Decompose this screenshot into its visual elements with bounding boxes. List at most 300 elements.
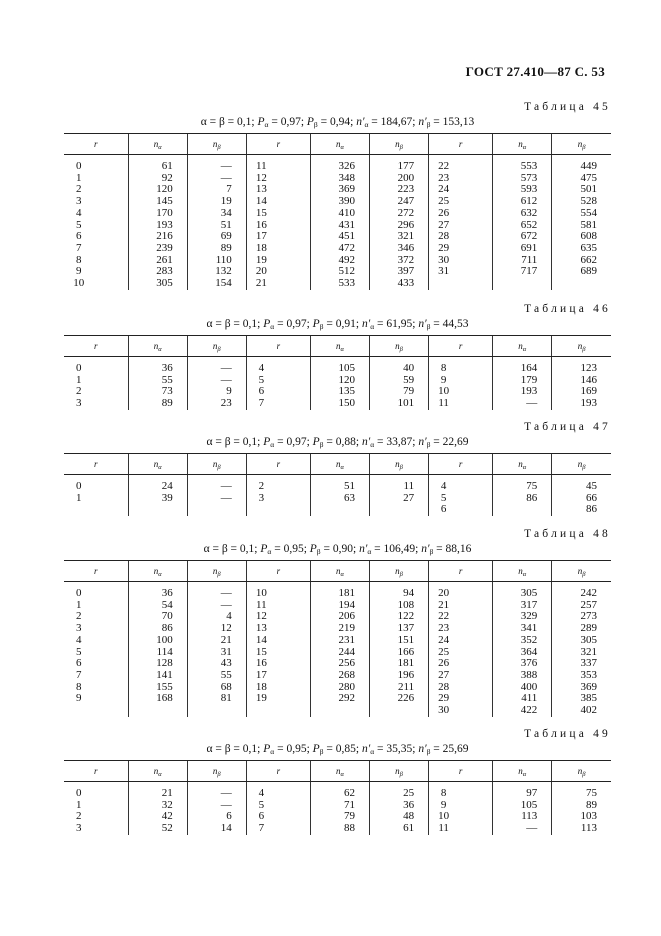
header-beta: β xyxy=(217,771,221,778)
table-46 xyxy=(64,335,611,410)
cell-r: 3 xyxy=(76,822,82,835)
condition-pa-sub: α xyxy=(270,440,275,449)
cell-n-beta: 242 xyxy=(552,582,611,600)
condition-c1: α = β = 0,1; xyxy=(206,743,264,755)
cell-r: 26 xyxy=(429,658,493,670)
cell-n-beta: 25 xyxy=(370,782,429,800)
table-row xyxy=(64,398,611,410)
cell-n-beta: 21 xyxy=(187,635,246,647)
cell-n-beta: 31 xyxy=(187,647,246,659)
cell-n-beta: 103 xyxy=(552,811,611,823)
cell-n-alpha: 73 xyxy=(128,386,187,398)
table-46-block xyxy=(64,302,611,410)
table-row xyxy=(64,582,611,600)
cell-n-alpha: 79 xyxy=(310,811,369,823)
cell-r: 7 xyxy=(246,398,310,410)
header-n: n xyxy=(153,566,159,576)
cell-r: 17 xyxy=(246,231,310,243)
condition-nb-sub: β xyxy=(426,747,431,756)
header-n-alpha xyxy=(310,761,369,782)
cell-r: 19 xyxy=(246,693,310,705)
header-n-alpha xyxy=(493,561,552,582)
cell-n-beta: 69 xyxy=(187,231,246,243)
header-r: r xyxy=(246,761,310,782)
cell-n-beta: 211 xyxy=(370,682,429,694)
cell-n-beta: 137 xyxy=(370,623,429,635)
cell-n-alpha: 100 xyxy=(128,635,187,647)
header-n-beta xyxy=(370,134,429,155)
header-r: r xyxy=(429,454,493,475)
header-r: r xyxy=(246,561,310,582)
condition-p: P xyxy=(309,543,317,555)
table-row xyxy=(64,705,611,717)
cell-n-beta: 86 xyxy=(552,504,611,516)
header-n-beta xyxy=(187,134,246,155)
header-n: n xyxy=(153,139,159,149)
condition-na-val: = 184,67; xyxy=(368,116,419,128)
cell-n-beta: 40 xyxy=(370,357,429,375)
header-alpha: α xyxy=(522,346,527,353)
cell-r: 8 xyxy=(76,680,82,693)
condition-p: P xyxy=(260,543,268,555)
cell-r: 6 xyxy=(246,811,310,823)
cell-r: 2 xyxy=(246,475,310,493)
condition-pb-sub: β xyxy=(313,120,318,129)
condition-nb-val: = 25,69 xyxy=(430,743,469,755)
cell-r: 8 xyxy=(429,782,493,800)
cell-n-beta: 12 xyxy=(187,623,246,635)
cell-n-beta: 166 xyxy=(370,647,429,659)
cell-n-alpha: 364 xyxy=(493,647,552,659)
condition-pb-sub: β xyxy=(319,322,324,331)
header-n-beta xyxy=(187,454,246,475)
cell-n-beta: 177 xyxy=(370,155,429,173)
header-n-beta xyxy=(552,454,611,475)
cell-n-alpha: 376 xyxy=(493,658,552,670)
cell-n-alpha: 164 xyxy=(493,357,552,375)
cell-n-beta: 257 xyxy=(552,600,611,612)
header-n-beta xyxy=(370,761,429,782)
header-n: n xyxy=(395,766,400,776)
condition-p: P xyxy=(312,436,320,448)
header-n: n xyxy=(518,341,523,351)
header-n-alpha xyxy=(128,336,187,357)
cell-n-alpha: 219 xyxy=(310,623,369,635)
cell-n-beta: 402 xyxy=(552,705,611,717)
condition-pb-sub: β xyxy=(319,440,324,449)
cell-n-beta: 79 xyxy=(370,386,429,398)
header-alpha: α xyxy=(522,144,527,151)
cell-n-alpha: 36 xyxy=(128,582,187,600)
cell-r: 28 xyxy=(429,682,493,694)
cell-n-alpha: 305 xyxy=(128,278,187,290)
cell-n-beta: 59 xyxy=(370,375,429,387)
header-n-beta xyxy=(552,761,611,782)
cell-n-alpha: 97 xyxy=(493,782,552,800)
condition-nb-val: = 44,53 xyxy=(430,318,469,330)
cell-n-beta: 23 xyxy=(187,398,246,410)
cell-n-alpha: 400 xyxy=(493,682,552,694)
cell-n-alpha: 88 xyxy=(310,823,369,835)
cell-n-beta: 501 xyxy=(552,184,611,196)
cell-n-alpha: 168 xyxy=(128,693,187,705)
condition-c1: α = β = 0,1; xyxy=(200,116,258,128)
header-alpha: α xyxy=(340,571,344,578)
condition-pa-val: = 0,97; xyxy=(274,436,313,448)
cell-n-alpha: 141 xyxy=(128,670,187,682)
cell-r: 20 xyxy=(429,582,493,600)
table-label: Таблица 49 xyxy=(524,728,611,740)
cell-n-beta: 196 xyxy=(370,670,429,682)
cell-n-alpha xyxy=(128,705,187,717)
cell-r: 21 xyxy=(246,278,310,290)
cell-r: 9 xyxy=(429,800,493,812)
cell-n-beta xyxy=(552,278,611,290)
cell-n-alpha: 194 xyxy=(310,600,369,612)
cell-n-alpha: 193 xyxy=(128,220,187,232)
cell-n-beta: 123 xyxy=(552,357,611,375)
cell-n-alpha: 179 xyxy=(493,375,552,387)
header-n: n xyxy=(577,566,583,576)
cell-n-beta: 4 xyxy=(187,611,246,623)
cell-n-alpha: 239 xyxy=(128,243,187,255)
header-n-alpha xyxy=(310,454,369,475)
header-n-alpha xyxy=(493,134,552,155)
header-beta: β xyxy=(399,464,403,471)
header-beta: β xyxy=(582,571,586,578)
cell-r: 31 xyxy=(429,266,493,278)
condition-p: P xyxy=(263,318,271,330)
table-47 xyxy=(64,453,611,516)
table-row xyxy=(64,475,611,493)
cell-n-alpha: 170 xyxy=(128,208,187,220)
cell-r: 30 xyxy=(429,255,493,267)
header-beta: β xyxy=(582,346,586,353)
header-n: n xyxy=(395,459,400,469)
cell-n-beta: 273 xyxy=(552,611,611,623)
cell-n-alpha: 352 xyxy=(493,635,552,647)
condition-n: n′ xyxy=(356,116,365,128)
cell-r xyxy=(246,504,310,516)
condition-pb-val: = 0,85; xyxy=(323,743,362,755)
cell-n-alpha: 231 xyxy=(310,635,369,647)
cell-n-alpha: 256 xyxy=(310,658,369,670)
condition-n: n′ xyxy=(421,543,430,555)
cell-r: 5 xyxy=(429,493,493,505)
cell-n-alpha: 492 xyxy=(310,255,369,267)
cell-r: 6 xyxy=(76,230,82,243)
table-label: Таблица 48 xyxy=(524,528,611,540)
condition-p: P xyxy=(312,318,320,330)
cell-n-beta: 305 xyxy=(552,635,611,647)
cell-r: 20 xyxy=(246,266,310,278)
condition-c1: α = β = 0,1; xyxy=(206,436,264,448)
cell-n-beta: 34 xyxy=(187,208,246,220)
condition-pb-val: = 0,90; xyxy=(320,543,360,555)
cell-n-beta: 433 xyxy=(370,278,429,290)
cell-n-alpha: 86 xyxy=(128,623,187,635)
header-n: n xyxy=(395,341,400,351)
header-beta: β xyxy=(399,571,403,578)
header-n-beta xyxy=(370,561,429,582)
cell-n-alpha: 145 xyxy=(128,196,187,208)
cell-r: 29 xyxy=(429,243,493,255)
header-alpha: α xyxy=(340,464,344,471)
condition-na-val: = 33,87; xyxy=(374,436,419,448)
cell-n-alpha: 36 xyxy=(128,357,187,375)
cell-r: 24 xyxy=(429,184,493,196)
cell-n-alpha: 280 xyxy=(310,682,369,694)
header-beta: β xyxy=(399,771,403,778)
cell-r: 5 xyxy=(76,645,82,658)
cell-n-beta: 554 xyxy=(552,208,611,220)
header-n-alpha xyxy=(310,336,369,357)
cell-n-beta: 226 xyxy=(370,693,429,705)
cell-r: 15 xyxy=(246,647,310,659)
cell-r: 3 xyxy=(76,195,82,208)
cell-n-beta: 193 xyxy=(552,398,611,410)
condition-pb-val: = 0,91; xyxy=(323,318,362,330)
cell-n-alpha: 89 xyxy=(128,398,187,410)
cell-n-beta: 113 xyxy=(552,823,611,835)
condition-c1: α = β = 0,1; xyxy=(203,543,261,555)
header-n-alpha xyxy=(493,454,552,475)
condition-c1: α = β = 0,1; xyxy=(206,318,264,330)
cell-r xyxy=(64,705,128,717)
cell-n-beta: 81 xyxy=(187,693,246,705)
header-n: n xyxy=(212,459,218,469)
cell-n-alpha: 135 xyxy=(310,386,369,398)
table-row xyxy=(64,208,611,220)
cell-r: 29 xyxy=(429,693,493,705)
cell-n-beta: 337 xyxy=(552,658,611,670)
cell-n-beta: 11 xyxy=(370,475,429,493)
cell-r: 16 xyxy=(246,220,310,232)
table-row xyxy=(64,243,611,255)
header-r: r xyxy=(246,134,310,155)
cell-r: 1 xyxy=(76,171,82,184)
cell-n-beta: 689 xyxy=(552,266,611,278)
header-n-beta xyxy=(187,561,246,582)
cell-n-alpha xyxy=(493,278,552,290)
table-label: Таблица 47 xyxy=(524,421,611,433)
cell-n-beta: — xyxy=(187,582,246,600)
cell-r: 11 xyxy=(246,155,310,173)
cell-r: 18 xyxy=(246,243,310,255)
table-label: Таблица 46 xyxy=(524,303,611,315)
cell-n-alpha: 150 xyxy=(310,398,369,410)
cell-n-alpha: 533 xyxy=(310,278,369,290)
header-n: n xyxy=(577,766,583,776)
condition-pb-sub: β xyxy=(319,747,324,756)
cell-r: 18 xyxy=(246,682,310,694)
header-n: n xyxy=(153,459,159,469)
cell-r: 2 xyxy=(76,610,82,623)
table-row xyxy=(64,493,611,505)
cell-n-beta: 662 xyxy=(552,255,611,267)
cell-r: 23 xyxy=(429,623,493,635)
cell-n-beta: — xyxy=(187,782,246,800)
cell-n-beta: — xyxy=(187,357,246,375)
cell-n-alpha: 128 xyxy=(128,658,187,670)
header-n-beta xyxy=(552,336,611,357)
cell-n-beta: 27 xyxy=(370,493,429,505)
cell-n-alpha: 369 xyxy=(310,184,369,196)
header-n: n xyxy=(518,566,523,576)
header-r: r xyxy=(429,336,493,357)
cell-n-alpha: 105 xyxy=(310,357,369,375)
condition-na-sub: α xyxy=(370,747,375,756)
cell-r: 10 xyxy=(429,811,493,823)
cell-n-alpha: 105 xyxy=(493,800,552,812)
cell-r: 11 xyxy=(246,600,310,612)
cell-n-alpha: 120 xyxy=(128,184,187,196)
condition-n: n′ xyxy=(418,116,427,128)
condition-na-sub: α xyxy=(367,547,372,556)
condition-na-val: = 106,49; xyxy=(371,543,422,555)
cell-n-alpha: 21 xyxy=(128,782,187,800)
cell-n-alpha: 52 xyxy=(128,823,187,835)
cell-n-beta: 51 xyxy=(187,220,246,232)
header-n: n xyxy=(335,566,341,576)
cell-r: 0 xyxy=(76,480,82,492)
cell-r: 1 xyxy=(76,373,82,386)
cell-n-alpha: 388 xyxy=(493,670,552,682)
header-n: n xyxy=(335,341,341,351)
table-row xyxy=(64,278,611,290)
header-r: r xyxy=(64,134,128,155)
condition-nb-sub: β xyxy=(429,547,434,556)
table-45 xyxy=(64,133,611,290)
cell-n-alpha: 390 xyxy=(310,196,369,208)
header-n: n xyxy=(335,766,341,776)
cell-n-alpha: 410 xyxy=(310,208,369,220)
header-beta: β xyxy=(217,144,221,151)
cell-n-beta: 48 xyxy=(370,811,429,823)
cell-n-beta: 581 xyxy=(552,220,611,232)
cell-n-beta: 200 xyxy=(370,173,429,185)
header-alpha: α xyxy=(522,571,527,578)
header-n-alpha xyxy=(128,561,187,582)
condition-p: P xyxy=(312,743,320,755)
cell-n-beta: 151 xyxy=(370,635,429,647)
header-n: n xyxy=(153,341,159,351)
condition-nb-val: = 88,16 xyxy=(433,543,472,555)
table-row xyxy=(64,823,611,835)
header-r: r xyxy=(429,561,493,582)
cell-n-alpha: 593 xyxy=(493,184,552,196)
cell-n-alpha: 691 xyxy=(493,243,552,255)
cell-r: 4 xyxy=(429,475,493,493)
cell-n-alpha: 206 xyxy=(310,611,369,623)
cell-n-alpha xyxy=(493,504,552,516)
cell-n-alpha: 42 xyxy=(128,811,187,823)
cell-r: 16 xyxy=(246,658,310,670)
condition-p: P xyxy=(257,116,265,128)
condition-pa-val: = 0,97; xyxy=(274,318,313,330)
header-n-alpha xyxy=(493,336,552,357)
table-label: Таблица 45 xyxy=(524,101,611,113)
cell-n-alpha xyxy=(128,504,187,516)
cell-r: 25 xyxy=(429,196,493,208)
cell-n-beta: 66 xyxy=(552,493,611,505)
cell-n-alpha: 113 xyxy=(493,811,552,823)
header-beta: β xyxy=(217,464,221,471)
header-n: n xyxy=(577,139,583,149)
cell-n-alpha: 62 xyxy=(310,782,369,800)
cell-n-alpha: 632 xyxy=(493,208,552,220)
table-47-block xyxy=(64,420,611,516)
cell-n-alpha: 652 xyxy=(493,220,552,232)
cell-n-beta: 61 xyxy=(370,823,429,835)
table-row xyxy=(64,635,611,647)
cell-n-alpha xyxy=(310,504,369,516)
cell-r: 6 xyxy=(429,504,493,516)
cell-r: 15 xyxy=(246,208,310,220)
cell-n-beta xyxy=(187,504,246,516)
condition-nb-val: = 153,13 xyxy=(430,116,475,128)
cell-r: 27 xyxy=(429,220,493,232)
cell-r: 2 xyxy=(76,385,82,398)
cell-n-alpha: 431 xyxy=(310,220,369,232)
header-n: n xyxy=(395,566,400,576)
cell-n-beta: — xyxy=(187,493,246,505)
condition-nb-sub: β xyxy=(426,120,431,129)
cell-n-alpha: 193 xyxy=(493,386,552,398)
header-n-beta xyxy=(187,336,246,357)
cell-n-beta xyxy=(370,705,429,717)
cell-n-beta: 346 xyxy=(370,243,429,255)
cell-n-alpha: 51 xyxy=(310,475,369,493)
header-r: r xyxy=(64,454,128,475)
cell-n-alpha: 329 xyxy=(493,611,552,623)
cell-n-beta: 9 xyxy=(187,386,246,398)
cell-n-alpha: 341 xyxy=(493,623,552,635)
cell-n-beta: 94 xyxy=(370,582,429,600)
cell-r: 19 xyxy=(246,255,310,267)
cell-r: 27 xyxy=(429,670,493,682)
cell-n-beta: 45 xyxy=(552,475,611,493)
cell-n-alpha: 39 xyxy=(128,493,187,505)
header-r: r xyxy=(246,336,310,357)
header-alpha: α xyxy=(340,346,344,353)
cell-n-beta: 110 xyxy=(187,255,246,267)
cell-n-beta: 101 xyxy=(370,398,429,410)
cell-n-beta: 55 xyxy=(187,670,246,682)
header-r: r xyxy=(246,454,310,475)
header-n: n xyxy=(212,566,218,576)
cell-r: 1 xyxy=(76,798,82,811)
cell-n-beta: 14 xyxy=(187,823,246,835)
cell-n-alpha: 317 xyxy=(493,600,552,612)
header-n: n xyxy=(395,139,400,149)
header-n-beta xyxy=(187,761,246,782)
cell-n-alpha: 268 xyxy=(310,670,369,682)
condition-p: P xyxy=(263,743,271,755)
cell-r: 7 xyxy=(76,668,82,681)
cell-n-beta: 272 xyxy=(370,208,429,220)
cell-n-beta: 296 xyxy=(370,220,429,232)
cell-r: 13 xyxy=(246,623,310,635)
condition-na-val: = 61,95; xyxy=(374,318,419,330)
cell-r: 3 xyxy=(76,397,82,410)
cell-n-alpha: 92 xyxy=(128,173,187,185)
cell-r: 7 xyxy=(76,241,82,254)
table-condition xyxy=(64,317,611,332)
cell-n-alpha: 155 xyxy=(128,682,187,694)
cell-n-alpha: — xyxy=(493,823,552,835)
cell-r: 8 xyxy=(429,357,493,375)
